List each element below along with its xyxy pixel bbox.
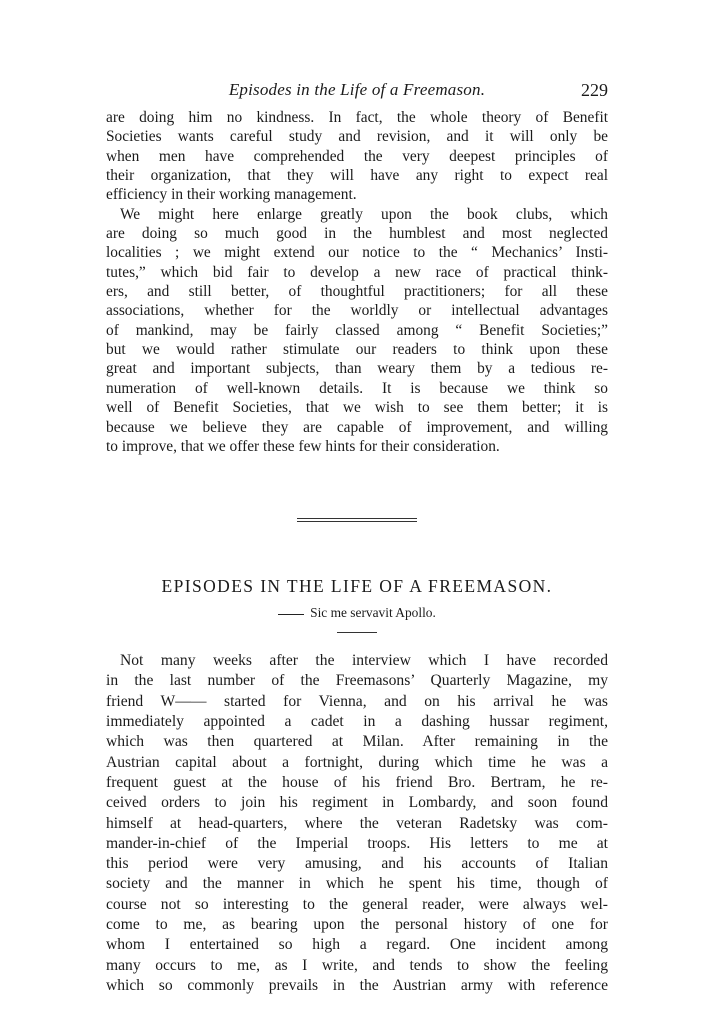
- running-title: Episodes in the Life of a Freemason.: [228, 80, 486, 99]
- text-line: Austrian capital about a fortnight, during which time he was a: [106, 753, 608, 771]
- text-line: which so commonly prevails in the Austrian army with reference: [106, 976, 608, 994]
- text-line: to improve, that we offer these few hints for their consideration.: [106, 437, 500, 455]
- text-line: tutes,” which bid fair to develop a new race of practical think-: [106, 263, 608, 281]
- text-line: localities ; we might extend our notice to the “ Mechanics’ Insti-: [106, 244, 608, 262]
- text-line: whom I entertained so high a regard. One incident among: [106, 936, 608, 954]
- epigraph: [106, 604, 608, 622]
- text-line: of mankind, may be fairly classed among “ Benefit Societies;”: [106, 321, 608, 339]
- text-line: society and the manner in which he spent his time, though of: [106, 875, 608, 893]
- text-line: Not many weeks after the interview which I have recorded: [120, 652, 608, 670]
- text-line: because we believe they are capable of improvement, and willing: [106, 418, 608, 436]
- text-line: Societies wants careful study and revision, and it will only be: [106, 128, 608, 146]
- text-line: immediately appointed a cadet in a dashing hussar regiment,: [106, 713, 608, 731]
- text-line: frequent guest at the house of his friend Bro. Bertram, he re-: [106, 773, 608, 791]
- text-line: but we would rather stimulate our readers to think upon these: [106, 341, 608, 359]
- epigraph-text: Sic me servavit Apollo.: [310, 605, 436, 621]
- text-line: ers, and still better, of thoughtful practitioners; for all these: [106, 283, 608, 301]
- page-number: 229: [581, 80, 608, 100]
- text-line: when men have comprehended the very deepest principles of: [106, 147, 608, 165]
- running-header: [106, 78, 608, 102]
- article-opening-paragraph: [106, 651, 608, 996]
- text-line: numeration of well-known details. It is because we think so: [106, 379, 608, 397]
- text-line: are doing so much good in the humblest and most neglected: [106, 225, 608, 243]
- benefit-societies-paragraph: [106, 205, 608, 456]
- text-line: well of Benefit Societies, that we wish to see them better; it is: [106, 399, 608, 417]
- book-page: [106, 78, 608, 996]
- continued-paragraph: [106, 108, 608, 205]
- section-divider: [297, 518, 417, 522]
- text-line: We might here enlarge greatly upon the book clubs, which: [120, 205, 608, 223]
- text-line: mander-in-chief of the Imperial troops. His letters to me at: [106, 834, 608, 852]
- epigraph-dash: [278, 614, 304, 615]
- text-line: course not so interesting to the general reader, were always wel-: [106, 895, 608, 913]
- article-title: EPISODES IN THE LIFE OF A FREEMASON.: [161, 576, 553, 597]
- text-line: are doing him no kindness. In fact, the whole theory of Benefit: [106, 109, 608, 126]
- text-line: himself at head-quarters, where the veteran Radetsky was com-: [106, 814, 608, 832]
- text-line: this period were very amusing, and his accounts of Italian: [106, 855, 608, 873]
- text-line: their organization, that they will have any right to expect real: [106, 167, 608, 185]
- text-line: in the last number of the Freemasons’ Quarterly Magazine, my: [106, 672, 608, 690]
- title-rule: [337, 632, 377, 633]
- text-line: come to me, as bearing upon the personal history of one for: [106, 916, 608, 934]
- text-line: efficiency in their working management.: [106, 186, 357, 204]
- text-line: ceived orders to join his regiment in Lombardy, and soon found: [106, 794, 608, 812]
- text-line: which was then quartered at Milan. After remaining in the: [106, 733, 608, 751]
- text-line: great and important subjects, than weary them by a tedious re-: [106, 360, 608, 378]
- text-line: friend W—— started for Vienna, and on his arrival he was: [106, 692, 608, 710]
- text-line: many occurs to me, as I write, and tends to show the feeling: [106, 956, 608, 974]
- text-line: associations, whether for the worldly or intellectual advantages: [106, 302, 608, 320]
